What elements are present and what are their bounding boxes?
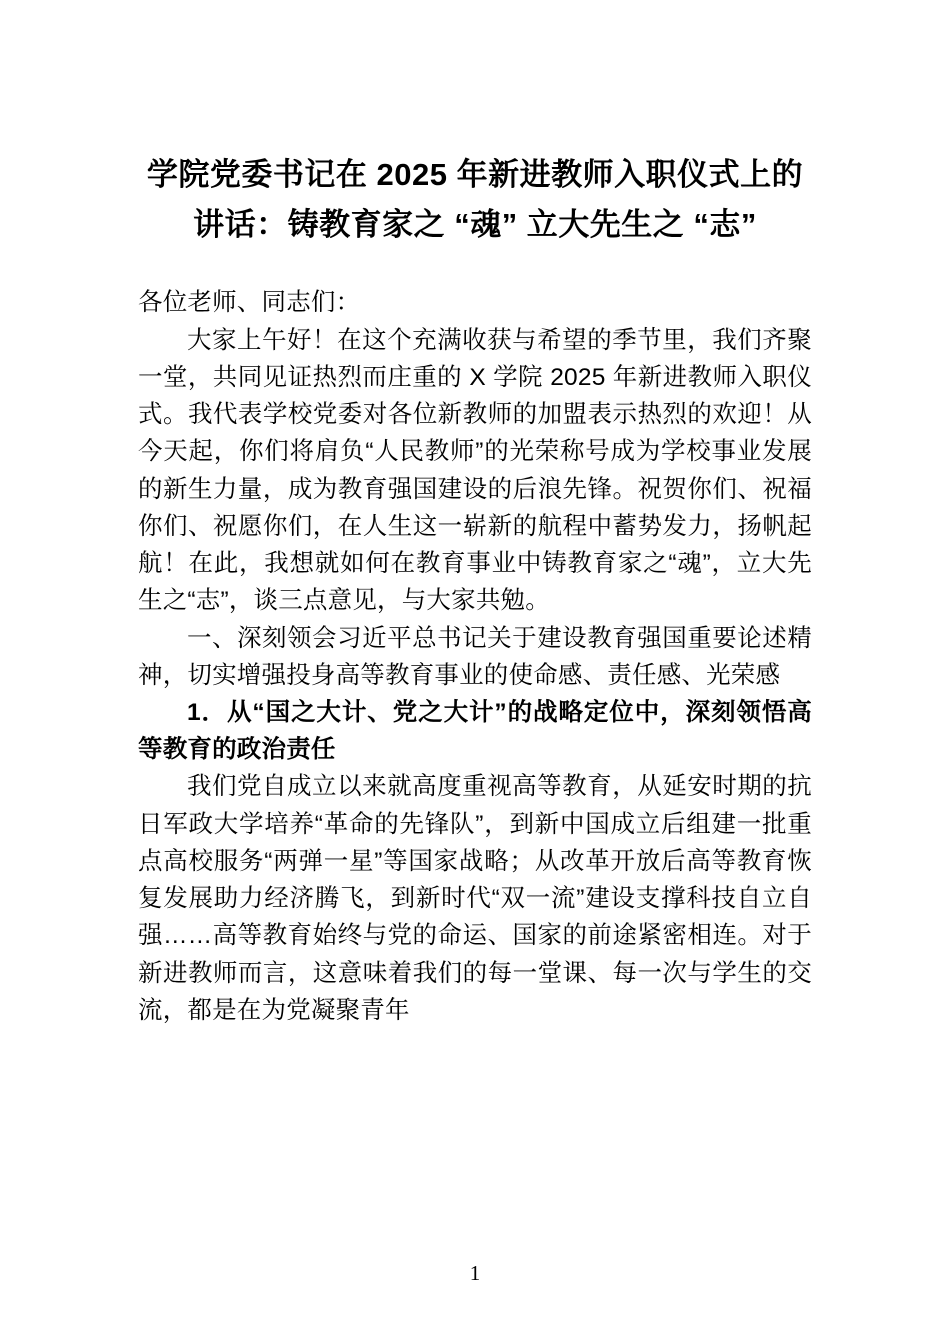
paragraph-section-one-sub-one: 1．从“国之大计、党之大计”的战略定位中，深刻领悟高等教育的政治责任: [138, 699, 812, 764]
paragraph-opening: 大家上午好！在这个充满收获与希望的季节里，我们齐聚一堂，共同见证热烈而庄重的 X 学院 2025 年新进教师入职仪式。我代表学校党委对各位新教师的加盟表示热烈的欢迎！从今天起，你们将肩负“人民教师”的光荣称号成为学校事业发展的新生力量，成为教育强国建设的后浪先锋。祝贺你们、祝福你们、祝愿你们，在人生这一崭新的航程中蓄势发力，扬帆起航！在此，我想就如何在教育事业中铸教育家之“魂”，立大先生之“志”，谈三点意见，与大家共勉。: [138, 326, 812, 615]
page-number: 1: [469, 1261, 481, 1285]
paragraph-section-one: 一、深刻领会习近平总书记关于建设教育强国重要论述精神，切实增强投身高等教育事业的使命感、责任感、光荣感: [138, 624, 812, 689]
paragraph-section-one-sub-one-body: 我们党自成立以来就高度重视高等教育，从延安时期的抗日军政大学培养“革命的先锋队”，到新中国成立后组建一批重点高校服务“两弹一星”等国家战略；从改革开放后高等教育恢复发展助力经济腾飞，到新时代“双一流”建设支撑科技自立自强……高等教育始终与党的命运、国家的前途紧密相连。对于新进教师而言，这意味着我们的每一堂课、每一次与学生的交流，都是在为党凝聚青年: [138, 773, 812, 1024]
paragraph-salutation: 各位老师、同志们：: [138, 289, 361, 317]
page-title: 学院党委书记在 2025 年新进教师入职仪式上的讲话：铸教育家之 “魂” 立大先生之 “志”: [146, 157, 804, 243]
